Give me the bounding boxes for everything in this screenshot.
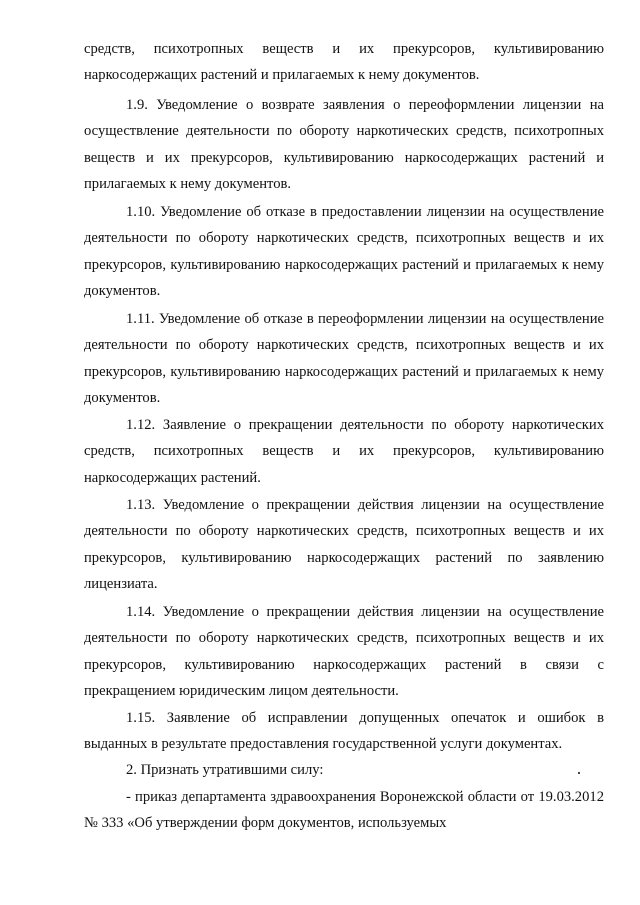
paragraph-1-11: 1.11. Уведомление об отказе в переоформлении лицензии на осуществление деятельности по обороту наркотических средств, психотропных веществ и их прекурсоров, культивированию наркосодержащих растений и прилагаемых к нему документов.: [84, 311, 604, 407]
paragraph-1-9: 1.9. Уведомление о возврате заявления о переоформлении лицензии на осуществление деятельности по обороту наркотических средств, психотропных веществ и их прекурсоров, культивированию наркосодержащих растений и прилагаемых к нему документов.: [84, 97, 604, 193]
paragraph-1-13: 1.13. Уведомление о прекращении действия лицензии на осуществление деятельности по обороту наркотических средств, психотропных веществ и их прекурсоров, культивированию наркосодержащих растений по заявлению лицензиата.: [84, 497, 604, 593]
paragraph-continuation: средств, психотропных веществ и их прекурсоров, культивированию наркосодержащих растений и прилагаемых к нему документов.: [84, 41, 604, 84]
paragraph-1-14: 1.14. Уведомление о прекращении действия лицензии на осуществление деятельности по обороту наркотических средств, психотропных веществ и их прекурсоров, культивированию наркосодержащих растений в связи с прекращением юридическим лицом деятельности.: [84, 604, 604, 700]
scan-speck: [578, 772, 580, 774]
repeal-item: - приказ департамента здравоохранения Воронежской области от 19.03.2012 № 333 «Об утверждении форм документов, используемых: [84, 789, 604, 832]
paragraph-2: 2. Признать утратившими силу:: [126, 762, 324, 778]
paragraph-1-10: 1.10. Уведомление об отказе в предоставлении лицензии на осуществление деятельности по обороту наркотических средств, психотропных веществ и их прекурсоров, культивированию наркосодержащих растений и прилагаемых к нему документов.: [84, 204, 604, 300]
paragraph-1-12: 1.12. Заявление о прекращении деятельности по обороту наркотических средств, психотропных веществ и их прекурсоров, культивированию наркосодержащих растений.: [84, 417, 604, 486]
paragraph-1-15: 1.15. Заявление об исправлении допущенных опечаток и ошибок в выданных в результате предоставления государственной услуги документах.: [84, 710, 604, 753]
